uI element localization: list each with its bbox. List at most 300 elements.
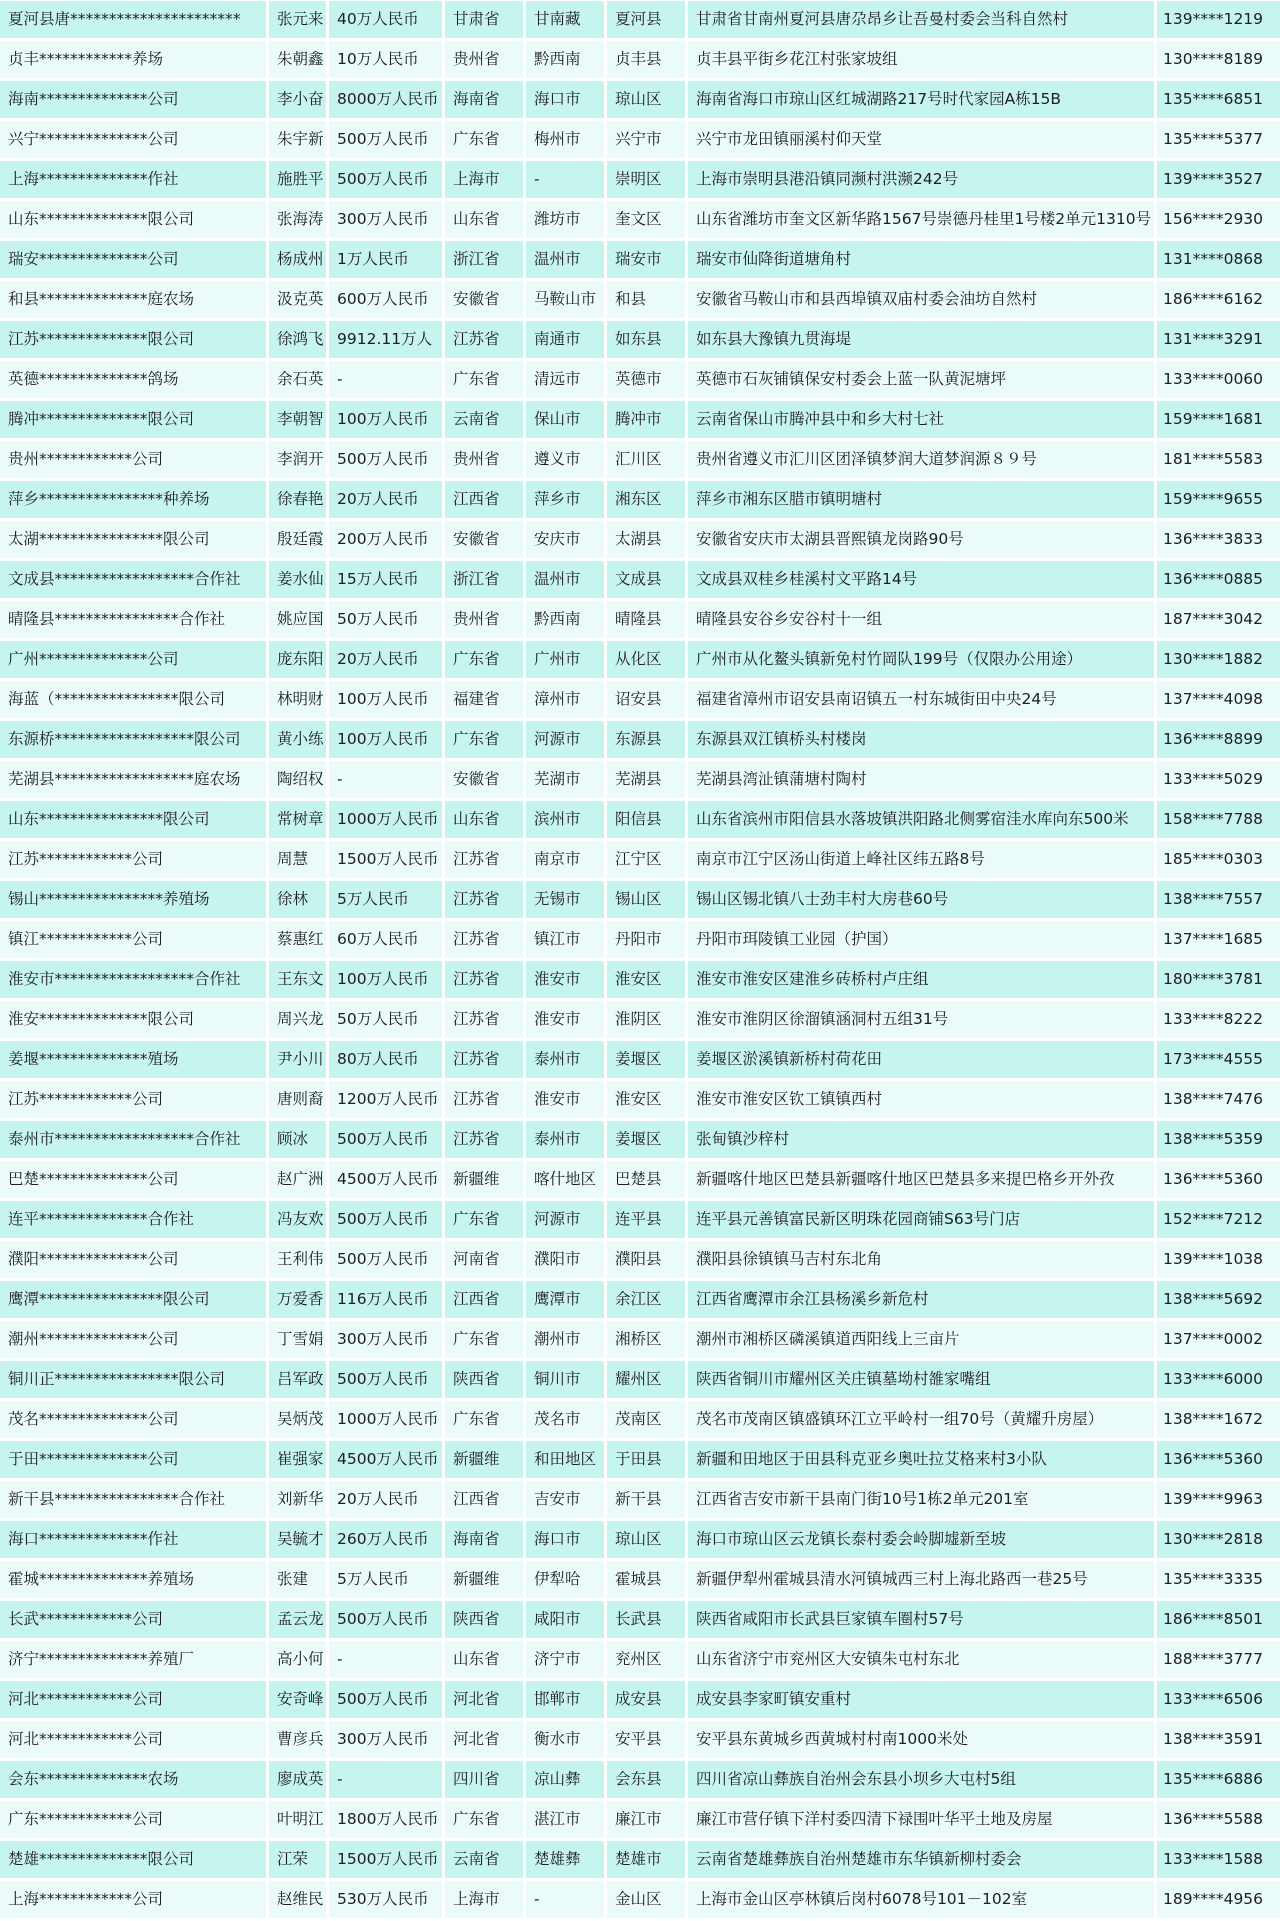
phone-cell: 152****7212 <box>1157 1201 1280 1238</box>
capital-cell: 50万人民币 <box>329 601 442 638</box>
capital-cell: 15万人民币 <box>329 561 442 598</box>
legal-rep-cell: 李润开 <box>269 441 326 478</box>
company-name-cell: 潮州**************公司 <box>0 1321 266 1358</box>
city-cell: 咸阳市 <box>526 1601 604 1638</box>
table-body <box>0 1 1280 1918</box>
capital-cell: 40万人民币 <box>329 1 442 38</box>
capital-cell: 1500万人民币 <box>329 1841 442 1878</box>
legal-rep-cell: 殷廷霞 <box>269 521 326 558</box>
address-cell: 芜湖县湾沚镇蒲塘村陶村 <box>688 761 1154 798</box>
province-cell: 安徽省 <box>445 761 523 798</box>
company-name-cell: 濮阳**************公司 <box>0 1241 266 1278</box>
district-cell: 姜堰区 <box>607 1041 685 1078</box>
city-cell: 凉山彝 <box>526 1761 604 1798</box>
capital-cell: 8000万人民币 <box>329 81 442 118</box>
company-name-cell: 锡山****************养殖场 <box>0 881 266 918</box>
city-cell: 济宁市 <box>526 1641 604 1678</box>
company-name-cell: 江苏************公司 <box>0 841 266 878</box>
city-cell: 淮安市 <box>526 1001 604 1038</box>
address-cell: 山东省滨州市阳信县水落坡镇洪阳路北侧雾宿洼水库向东500米 <box>688 801 1154 838</box>
district-cell: 淮阴区 <box>607 1001 685 1038</box>
phone-cell: 136****5360 <box>1157 1441 1280 1478</box>
company-name-cell: 贞丰************养场 <box>0 41 266 78</box>
phone-cell: 185****0303 <box>1157 841 1280 878</box>
legal-rep-cell: 顾冰 <box>269 1121 326 1158</box>
table-row <box>0 1161 1280 1198</box>
province-cell: 江西省 <box>445 1281 523 1318</box>
capital-cell: 500万人民币 <box>329 1201 442 1238</box>
city-cell: 海口市 <box>526 1521 604 1558</box>
province-cell: 河南省 <box>445 1241 523 1278</box>
company-name-cell: 山东****************限公司 <box>0 801 266 838</box>
district-cell: 琼山区 <box>607 1521 685 1558</box>
company-name-cell: 镇江************公司 <box>0 921 266 958</box>
company-name-cell: 贵州************公司 <box>0 441 266 478</box>
capital-cell: 1500万人民币 <box>329 841 442 878</box>
province-cell: 安徽省 <box>445 521 523 558</box>
province-cell: 江苏省 <box>445 1041 523 1078</box>
table-row <box>0 561 1280 598</box>
address-cell: 如东县大豫镇九贯海堤 <box>688 321 1154 358</box>
province-cell: 山东省 <box>445 201 523 238</box>
address-cell: 安徽省马鞍山市和县西埠镇双庙村委会油坊自然村 <box>688 281 1154 318</box>
capital-cell: 500万人民币 <box>329 121 442 158</box>
capital-cell: 1800万人民币 <box>329 1801 442 1838</box>
phone-cell: 135****5377 <box>1157 121 1280 158</box>
capital-cell: 50万人民币 <box>329 1001 442 1038</box>
phone-cell: 180****3781 <box>1157 961 1280 998</box>
table-row <box>0 201 1280 238</box>
company-name-cell: 海口**************作社 <box>0 1521 266 1558</box>
district-cell: 丹阳市 <box>607 921 685 958</box>
legal-rep-cell: 高小何 <box>269 1641 326 1678</box>
phone-cell: 159****1681 <box>1157 401 1280 438</box>
province-cell: 江苏省 <box>445 1081 523 1118</box>
province-cell: 云南省 <box>445 1841 523 1878</box>
city-cell: 漳州市 <box>526 681 604 718</box>
district-cell: 腾冲市 <box>607 401 685 438</box>
capital-cell: 500万人民币 <box>329 441 442 478</box>
company-name-cell: 河北************公司 <box>0 1681 266 1718</box>
company-name-cell: 海南**************公司 <box>0 81 266 118</box>
address-cell: 甘肃省甘南州夏河县唐尕昂乡让吾曼村委会当科自然村 <box>688 1 1154 38</box>
address-cell: 英德市石灰铺镇保安村委会上蓝一队黄泥塘坪 <box>688 361 1154 398</box>
address-cell: 广州市从化鳌头镇新免村竹岡队199号（仅限办公用途） <box>688 641 1154 678</box>
legal-rep-cell: 张海涛 <box>269 201 326 238</box>
phone-cell: 173****4555 <box>1157 1041 1280 1078</box>
district-cell: 江宁区 <box>607 841 685 878</box>
phone-cell: 133****6000 <box>1157 1361 1280 1398</box>
phone-cell: 136****8899 <box>1157 721 1280 758</box>
province-cell: 江西省 <box>445 481 523 518</box>
address-cell: 东源县双江镇桥头村楼岗 <box>688 721 1154 758</box>
capital-cell: 100万人民币 <box>329 401 442 438</box>
district-cell: 从化区 <box>607 641 685 678</box>
legal-rep-cell: 江荣 <box>269 1841 326 1878</box>
city-cell: - <box>526 1881 604 1918</box>
district-cell: 新干县 <box>607 1481 685 1518</box>
legal-rep-cell: 李朝智 <box>269 401 326 438</box>
address-cell: 安徽省安庆市太湖县晋熙镇龙岗路90号 <box>688 521 1154 558</box>
province-cell: 江苏省 <box>445 321 523 358</box>
city-cell: 马鞍山市 <box>526 281 604 318</box>
company-name-cell: 芜湖县******************庭农场 <box>0 761 266 798</box>
city-cell: 保山市 <box>526 401 604 438</box>
province-cell: 海南省 <box>445 81 523 118</box>
capital-cell: 1000万人民币 <box>329 801 442 838</box>
phone-cell: 138****3591 <box>1157 1721 1280 1758</box>
legal-rep-cell: 丁雪娟 <box>269 1321 326 1358</box>
province-cell: 福建省 <box>445 681 523 718</box>
table-row <box>0 41 1280 78</box>
phone-cell: 186****6162 <box>1157 281 1280 318</box>
city-cell: 萍乡市 <box>526 481 604 518</box>
city-cell: 南京市 <box>526 841 604 878</box>
province-cell: 贵州省 <box>445 441 523 478</box>
capital-cell: 20万人民币 <box>329 1481 442 1518</box>
address-cell: 锡山区锡北镇八士劲丰村大房巷60号 <box>688 881 1154 918</box>
table-row <box>0 1281 1280 1318</box>
address-cell: 安平县东黄城乡西黄城村村南1000米处 <box>688 1721 1154 1758</box>
company-name-cell: 江苏************公司 <box>0 1081 266 1118</box>
address-cell: 新疆伊犁州霍城县清水河镇城西三村上海北路西一巷25号 <box>688 1561 1154 1598</box>
table-row <box>0 1201 1280 1238</box>
capital-cell: 300万人民币 <box>329 1321 442 1358</box>
city-cell: 和田地区 <box>526 1441 604 1478</box>
phone-cell: 137****4098 <box>1157 681 1280 718</box>
capital-cell: 500万人民币 <box>329 1601 442 1638</box>
phone-cell: 139****3527 <box>1157 161 1280 198</box>
address-cell: 陕西省咸阳市长武县巨家镇车圈村57号 <box>688 1601 1154 1638</box>
province-cell: 江苏省 <box>445 841 523 878</box>
capital-cell: 1000万人民币 <box>329 1401 442 1438</box>
table-row <box>0 121 1280 158</box>
phone-cell: 138****5692 <box>1157 1281 1280 1318</box>
capital-cell: 9912.11万人 <box>329 321 442 358</box>
city-cell: 梅州市 <box>526 121 604 158</box>
table-row <box>0 1561 1280 1598</box>
phone-cell: 139****9963 <box>1157 1481 1280 1518</box>
address-cell: 四川省凉山彝族自治州会东县小坝乡大屯村5组 <box>688 1761 1154 1798</box>
address-cell: 陕西省铜川市耀州区关庄镇墓坳村雒家嘴组 <box>688 1361 1154 1398</box>
address-cell: 贵州省遵义市汇川区团泽镇梦润大道梦润源８９号 <box>688 441 1154 478</box>
city-cell: 海口市 <box>526 81 604 118</box>
city-cell: 邯郸市 <box>526 1681 604 1718</box>
company-name-cell: 鹰潭****************限公司 <box>0 1281 266 1318</box>
legal-rep-cell: 李小奋 <box>269 81 326 118</box>
table-row <box>0 1841 1280 1878</box>
address-cell: 海口市琼山区云龙镇长泰村委会岭脚墟新至坡 <box>688 1521 1154 1558</box>
address-cell: 瑞安市仙降街道塘角村 <box>688 241 1154 278</box>
address-cell: 上海市崇明县港沿镇同濒村洪濒242号 <box>688 161 1154 198</box>
legal-rep-cell: 王利伟 <box>269 1241 326 1278</box>
company-name-cell: 晴隆县****************合作社 <box>0 601 266 638</box>
legal-rep-cell: 唐则裔 <box>269 1081 326 1118</box>
district-cell: 英德市 <box>607 361 685 398</box>
company-name-cell: 东源桥******************限公司 <box>0 721 266 758</box>
company-name-cell: 泰州市******************合作社 <box>0 1121 266 1158</box>
phone-cell: 130****1882 <box>1157 641 1280 678</box>
company-name-cell: 铜川正****************限公司 <box>0 1361 266 1398</box>
district-cell: 崇明区 <box>607 161 685 198</box>
table-row <box>0 921 1280 958</box>
capital-cell: 600万人民币 <box>329 281 442 318</box>
legal-rep-cell: 万爱香 <box>269 1281 326 1318</box>
phone-cell: 138****7476 <box>1157 1081 1280 1118</box>
capital-cell: 1200万人民币 <box>329 1081 442 1118</box>
phone-cell: 158****7788 <box>1157 801 1280 838</box>
phone-cell: 130****2818 <box>1157 1521 1280 1558</box>
phone-cell: 133****6506 <box>1157 1681 1280 1718</box>
legal-rep-cell: 徐春艳 <box>269 481 326 518</box>
phone-cell: 159****9655 <box>1157 481 1280 518</box>
province-cell: 安徽省 <box>445 281 523 318</box>
table-row <box>0 81 1280 118</box>
company-name-cell: 淮安**************限公司 <box>0 1001 266 1038</box>
table-row <box>0 241 1280 278</box>
province-cell: 贵州省 <box>445 601 523 638</box>
legal-rep-cell: 周兴龙 <box>269 1001 326 1038</box>
company-name-cell: 和县**************庭农场 <box>0 281 266 318</box>
company-name-cell: 上海************公司 <box>0 1881 266 1918</box>
address-cell: 新疆喀什地区巴楚县新疆喀什地区巴楚县多来提巴格乡开外孜 <box>688 1161 1154 1198</box>
city-cell: 淮安市 <box>526 961 604 998</box>
table-row <box>0 1481 1280 1518</box>
company-name-cell: 巴楚**************公司 <box>0 1161 266 1198</box>
capital-cell: 10万人民币 <box>329 41 442 78</box>
district-cell: 于田县 <box>607 1441 685 1478</box>
city-cell: 滨州市 <box>526 801 604 838</box>
company-name-cell: 姜堰**************殖场 <box>0 1041 266 1078</box>
capital-cell: 260万人民币 <box>329 1521 442 1558</box>
table-row <box>0 1761 1280 1798</box>
address-cell: 淮安市淮安区建淮乡砖桥村卢庄组 <box>688 961 1154 998</box>
district-cell: 东源县 <box>607 721 685 758</box>
phone-cell: 139****1038 <box>1157 1241 1280 1278</box>
phone-cell: 189****4956 <box>1157 1881 1280 1918</box>
phone-cell: 138****1672 <box>1157 1401 1280 1438</box>
district-cell: 姜堰区 <box>607 1121 685 1158</box>
district-cell: 和县 <box>607 281 685 318</box>
city-cell: 镇江市 <box>526 921 604 958</box>
legal-rep-cell: 黄小练 <box>269 721 326 758</box>
province-cell: 江西省 <box>445 1481 523 1518</box>
capital-cell: 200万人民币 <box>329 521 442 558</box>
district-cell: 廉江市 <box>607 1801 685 1838</box>
table-row <box>0 361 1280 398</box>
capital-cell: - <box>329 761 442 798</box>
address-cell: 晴隆县安谷乡安谷村十一组 <box>688 601 1154 638</box>
phone-cell: 187****3042 <box>1157 601 1280 638</box>
district-cell: 金山区 <box>607 1881 685 1918</box>
table-row <box>0 521 1280 558</box>
capital-cell: 300万人民币 <box>329 201 442 238</box>
company-name-cell: 于田**************公司 <box>0 1441 266 1478</box>
province-cell: 江苏省 <box>445 921 523 958</box>
city-cell: 清远市 <box>526 361 604 398</box>
city-cell: 濮阳市 <box>526 1241 604 1278</box>
table-row <box>0 1361 1280 1398</box>
table-row <box>0 1521 1280 1558</box>
district-cell: 安平县 <box>607 1721 685 1758</box>
legal-rep-cell: 吴毓才 <box>269 1521 326 1558</box>
company-name-cell: 广东************公司 <box>0 1801 266 1838</box>
address-cell: 姜堰区淤溪镇新桥村荷花田 <box>688 1041 1154 1078</box>
table-row <box>0 481 1280 518</box>
city-cell: 潮州市 <box>526 1321 604 1358</box>
company-name-cell: 茂名**************公司 <box>0 1401 266 1438</box>
phone-cell: 135****6886 <box>1157 1761 1280 1798</box>
legal-rep-cell: 蔡惠红 <box>269 921 326 958</box>
district-cell: 诏安县 <box>607 681 685 718</box>
province-cell: 河北省 <box>445 1721 523 1758</box>
province-cell: 新疆维 <box>445 1161 523 1198</box>
capital-cell: 500万人民币 <box>329 1681 442 1718</box>
province-cell: 河北省 <box>445 1681 523 1718</box>
company-name-cell: 河北************公司 <box>0 1721 266 1758</box>
district-cell: 奎文区 <box>607 201 685 238</box>
province-cell: 海南省 <box>445 1521 523 1558</box>
province-cell: 新疆维 <box>445 1441 523 1478</box>
legal-rep-cell: 曹彦兵 <box>269 1721 326 1758</box>
province-cell: 广东省 <box>445 121 523 158</box>
address-cell: 成安县李家町镇安重村 <box>688 1681 1154 1718</box>
capital-cell: - <box>329 1641 442 1678</box>
phone-cell: 136****5588 <box>1157 1801 1280 1838</box>
city-cell: 遵义市 <box>526 441 604 478</box>
district-cell: 余江区 <box>607 1281 685 1318</box>
city-cell: 黔西南 <box>526 601 604 638</box>
legal-rep-cell: 赵广洲 <box>269 1161 326 1198</box>
district-cell: 瑞安市 <box>607 241 685 278</box>
legal-rep-cell: 赵维民 <box>269 1881 326 1918</box>
address-cell: 南京市江宁区汤山街道上峰社区纬五路8号 <box>688 841 1154 878</box>
city-cell: 泰州市 <box>526 1121 604 1158</box>
province-cell: 广东省 <box>445 1201 523 1238</box>
city-cell: 铜川市 <box>526 1361 604 1398</box>
capital-cell: 4500万人民币 <box>329 1441 442 1478</box>
address-cell: 海南省海口市琼山区红城湖路217号时代家园A栋15B <box>688 81 1154 118</box>
province-cell: 广东省 <box>445 1801 523 1838</box>
company-name-cell: 会东**************农场 <box>0 1761 266 1798</box>
phone-cell: 130****8189 <box>1157 41 1280 78</box>
address-cell: 淮安市淮安区钦工镇镇西村 <box>688 1081 1154 1118</box>
district-cell: 淮安区 <box>607 1081 685 1118</box>
district-cell: 连平县 <box>607 1201 685 1238</box>
capital-cell: 80万人民币 <box>329 1041 442 1078</box>
district-cell: 芜湖县 <box>607 761 685 798</box>
district-cell: 成安县 <box>607 1681 685 1718</box>
province-cell: 贵州省 <box>445 41 523 78</box>
legal-rep-cell: 林明财 <box>269 681 326 718</box>
address-cell: 连平县元善镇富民新区明珠花园商铺S63号门店 <box>688 1201 1154 1238</box>
city-cell: 伊犁哈 <box>526 1561 604 1598</box>
table-row <box>0 1121 1280 1158</box>
address-cell: 萍乡市湘东区腊市镇明塘村 <box>688 481 1154 518</box>
province-cell: 江苏省 <box>445 881 523 918</box>
district-cell: 楚雄市 <box>607 1841 685 1878</box>
table-row <box>0 721 1280 758</box>
province-cell: 云南省 <box>445 401 523 438</box>
table-row <box>0 641 1280 678</box>
phone-cell: 137****0002 <box>1157 1321 1280 1358</box>
address-cell: 江西省鹰潭市余江县杨溪乡新危村 <box>688 1281 1154 1318</box>
phone-cell: 136****5360 <box>1157 1161 1280 1198</box>
capital-cell: 60万人民币 <box>329 921 442 958</box>
capital-cell: 20万人民币 <box>329 481 442 518</box>
city-cell: 河源市 <box>526 1201 604 1238</box>
legal-rep-cell: 常树章 <box>269 801 326 838</box>
city-cell: 南通市 <box>526 321 604 358</box>
address-cell: 新疆和田地区于田县科克亚乡奥吐拉艾格来村3小队 <box>688 1441 1154 1478</box>
company-name-cell: 霍城**************养殖场 <box>0 1561 266 1598</box>
province-cell: 四川省 <box>445 1761 523 1798</box>
table-row <box>0 401 1280 438</box>
capital-cell: 100万人民币 <box>329 721 442 758</box>
legal-rep-cell: 刘新华 <box>269 1481 326 1518</box>
province-cell: 江苏省 <box>445 961 523 998</box>
table-row <box>0 1041 1280 1078</box>
legal-rep-cell: 朱朝鑫 <box>269 41 326 78</box>
address-cell: 茂名市茂南区镇盛镇环江立平岭村一组70号（黄耀升房屋） <box>688 1401 1154 1438</box>
table-row <box>0 1601 1280 1638</box>
phone-cell: 138****5359 <box>1157 1121 1280 1158</box>
table-row <box>0 761 1280 798</box>
district-cell: 文成县 <box>607 561 685 598</box>
district-cell: 贞丰县 <box>607 41 685 78</box>
city-cell: 温州市 <box>526 561 604 598</box>
company-name-cell: 夏河县唐********************** <box>0 1 266 38</box>
legal-rep-cell: 廖成英 <box>269 1761 326 1798</box>
phone-cell: 133****0060 <box>1157 361 1280 398</box>
district-cell: 兴宁市 <box>607 121 685 158</box>
address-cell: 濮阳县徐镇镇马吉村东北角 <box>688 1241 1154 1278</box>
province-cell: 浙江省 <box>445 241 523 278</box>
address-cell: 山东省济宁市兖州区大安镇朱屯村东北 <box>688 1641 1154 1678</box>
phone-cell: 133****5029 <box>1157 761 1280 798</box>
province-cell: 上海市 <box>445 161 523 198</box>
legal-rep-cell: 尹小川 <box>269 1041 326 1078</box>
legal-rep-cell: 张元来 <box>269 1 326 38</box>
district-cell: 晴隆县 <box>607 601 685 638</box>
city-cell: 安庆市 <box>526 521 604 558</box>
district-cell: 阳信县 <box>607 801 685 838</box>
city-cell: 淮安市 <box>526 1081 604 1118</box>
legal-rep-cell: 庞东阳 <box>269 641 326 678</box>
district-cell: 淮安区 <box>607 961 685 998</box>
table-row <box>0 1401 1280 1438</box>
phone-cell: 136****3833 <box>1157 521 1280 558</box>
province-cell: 广东省 <box>445 1401 523 1438</box>
table-row <box>0 1641 1280 1678</box>
district-cell: 湘东区 <box>607 481 685 518</box>
capital-cell: 1万人民币 <box>329 241 442 278</box>
address-cell: 江西省吉安市新干县南门街10号1栋2单元201室 <box>688 1481 1154 1518</box>
capital-cell: 530万人民币 <box>329 1881 442 1918</box>
district-cell: 巴楚县 <box>607 1161 685 1198</box>
city-cell: 温州市 <box>526 241 604 278</box>
table-row <box>0 1241 1280 1278</box>
table-row <box>0 281 1280 318</box>
address-cell: 上海市金山区亭林镇后岗村6078号101－102室 <box>688 1881 1154 1918</box>
table-row <box>0 321 1280 358</box>
capital-cell: 116万人民币 <box>329 1281 442 1318</box>
address-cell: 丹阳市珥陵镇工业园（护国） <box>688 921 1154 958</box>
legal-rep-cell: 安奇峰 <box>269 1681 326 1718</box>
table-row <box>0 1721 1280 1758</box>
legal-rep-cell: 崔强家 <box>269 1441 326 1478</box>
district-cell: 汇川区 <box>607 441 685 478</box>
